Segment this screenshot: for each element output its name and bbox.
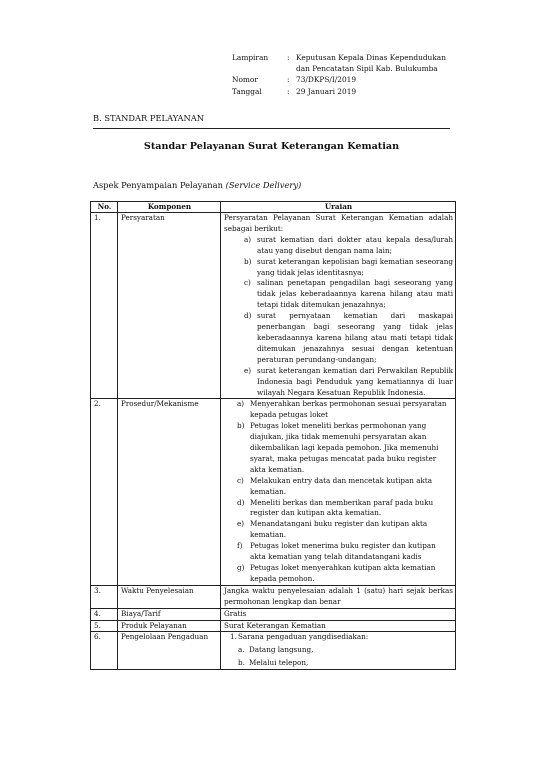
list-item <box>244 256 453 279</box>
table-row <box>91 399 456 585</box>
header-komponen: Komponen <box>118 202 221 213</box>
list-item <box>237 519 453 541</box>
lampiran-value: Keputusan Kepala Dinas Kependudukan dan Pencatatan Sipil Kab. Bulukumba <box>296 53 446 74</box>
item-label: c) <box>237 475 244 485</box>
list-item <box>244 311 453 366</box>
tanggal-value: 29 Januari 2019 <box>296 86 357 96</box>
item-text: Petugas loket menyerahkan kutipan akta kematian kepada pemohon. <box>250 563 436 583</box>
row-no: 4. <box>91 608 118 620</box>
horizontal-rule <box>93 128 450 129</box>
item-label: b) <box>244 256 252 266</box>
tanggal-key: Tanggal <box>232 86 262 96</box>
item-label: 1. <box>230 632 237 642</box>
item-text: salinan penetapan pengadilan bagi seseorang yang tidak jelas keberadaannya karena hilang atau mati tetapi tidak ditemukan jenazahnya; <box>257 278 453 310</box>
tanggal-colon: : <box>287 86 290 96</box>
list-item <box>244 234 453 257</box>
item-label: a) <box>244 234 252 244</box>
row-uraian <box>221 213 456 399</box>
row-komponen: Produk Pelayanan <box>118 620 221 632</box>
row-no: 3. <box>91 585 118 608</box>
nomor-key: Nomor <box>232 75 258 85</box>
lampiran-row <box>232 74 456 85</box>
item-text: surat kematian dari dokter atau kepala desa/lurah atau yang disebut dengan nama lain; <box>257 234 453 255</box>
table-row <box>91 213 456 399</box>
complaint-list <box>224 632 453 669</box>
row-uraian <box>221 399 456 585</box>
item-label: e) <box>244 365 252 375</box>
table-row <box>91 632 456 670</box>
row-komponen: Pengelolaan Pengaduan <box>118 632 221 670</box>
item-text: Menandatangani buku register dan kutipan akta kematian. <box>250 519 428 540</box>
aspect-text: Aspek Penyampaian Pelayanan <box>93 180 226 190</box>
item-label: f) <box>237 541 243 551</box>
row-no: 1. <box>91 213 118 399</box>
row-no: 2. <box>91 399 118 585</box>
list-item <box>237 563 453 585</box>
row-uraian: Jangka waktu penyelesaian adalah 1 (satu) hari sejak berkas permohonan lengkap dan benar <box>221 585 456 608</box>
item-text: Datang langsung, <box>249 645 314 655</box>
row-komponen: Prosedur/Mekanisme <box>118 399 221 585</box>
item-text: Sarana pengaduan yangdisediakan: <box>238 632 369 642</box>
row-komponen: Waktu Penyelesaian <box>118 585 221 608</box>
item-label: d) <box>244 311 252 321</box>
item-label: a) <box>237 399 245 409</box>
item-text: Meneliti berkas dan memberikan paraf pada buku register dan kutipan akta kematian. <box>250 497 434 518</box>
item-text: Petugas loket menerima buku register dan kutipan akta kematian yang telah ditandatangani kadis <box>250 541 436 562</box>
row-uraian <box>221 632 456 670</box>
document-title: Standar Pelayanan Surat Keterangan Kematian <box>143 141 400 152</box>
row-no: 6. <box>91 632 118 670</box>
item-label: b. <box>238 658 245 668</box>
lampiran-block <box>232 52 456 97</box>
header-no: No. <box>91 202 118 213</box>
nomor-colon: : <box>287 75 290 85</box>
list-item <box>237 421 453 476</box>
list-item <box>238 643 453 656</box>
section-heading: B. STANDAR PELAYANAN <box>93 113 205 123</box>
procedure-list <box>224 399 453 584</box>
item-label: e) <box>237 519 245 529</box>
lampiran-colon: : <box>287 53 290 62</box>
table-row <box>91 585 456 608</box>
list-item <box>244 365 453 399</box>
lampiran-key: Lampiran <box>232 53 269 62</box>
row-uraian: Gratis <box>221 608 456 620</box>
requirement-list <box>224 235 453 399</box>
item-text: surat keterangan kematian dari Perwakilan Republik Indonesia bagi Penduduk yang kematiannya di luar wilayah Negara Kesatuan Republik Indonesia. <box>257 365 453 397</box>
list-item <box>238 656 453 669</box>
aspect-italic: (Service Delivery) <box>225 180 302 190</box>
list-item <box>237 475 453 498</box>
item-text: surat keterangan kepolisian bagi kematian seseorang yang tidak jelas identitasnya; <box>257 256 453 277</box>
row-komponen: Persyaratan <box>118 213 221 399</box>
item-label: c) <box>244 278 251 288</box>
item-label: a. <box>238 645 245 655</box>
row-uraian: Surat Keterangan Kematian <box>221 620 456 632</box>
table-row <box>91 620 456 632</box>
row-komponen: Biaya/Tarif <box>118 608 221 620</box>
uraian-intro: Persyaratan Pelayanan Surat Keterangan Kematian adalah sebagai berikut: <box>224 213 453 233</box>
standard-table <box>90 201 456 670</box>
list-item <box>244 278 453 311</box>
complaint-sublist <box>230 643 453 669</box>
table-row <box>91 608 456 620</box>
item-text: Menyerahkan berkas permohonan sesuai persyaratan kepada petugas loket <box>250 399 447 420</box>
lampiran-row <box>232 52 456 74</box>
item-text: Petugas loket meneliti berkas permohonan yang diajukan, jika tidak memenuhi persyaratan akan dikembalikan lagi kepada pemohon. Jika memenuhi syarat, maka petugas mencatat pada buku register akta kematian. <box>250 421 439 474</box>
header-uraian: Uraian <box>221 202 456 213</box>
list-item <box>237 399 453 421</box>
list-item <box>237 541 453 563</box>
item-text: Melakukan entry data dan mencetak kutipan akta kematian. <box>250 475 433 496</box>
aspect-heading <box>93 180 301 190</box>
item-text: surat pernyataan kematian dari maskapai penerbangan bagi seseorang yang tidak jelas keberadaannya karena hilang atau mati tetapi tidak ditemukan jenazahnya sesuai dengan ketentuan peraturan perundang-undangan; <box>257 311 453 364</box>
item-text: Melalui telepon, <box>249 658 309 668</box>
item-label: g) <box>237 563 245 572</box>
item-label: d) <box>237 497 245 507</box>
row-no: 5. <box>91 620 118 632</box>
item-label: b) <box>237 421 245 431</box>
list-item <box>230 632 453 643</box>
lampiran-row <box>232 86 456 97</box>
nomor-value: 73/DKPS/I/2019 <box>296 75 357 85</box>
list-item <box>237 497 453 520</box>
table-header-row <box>91 202 456 213</box>
